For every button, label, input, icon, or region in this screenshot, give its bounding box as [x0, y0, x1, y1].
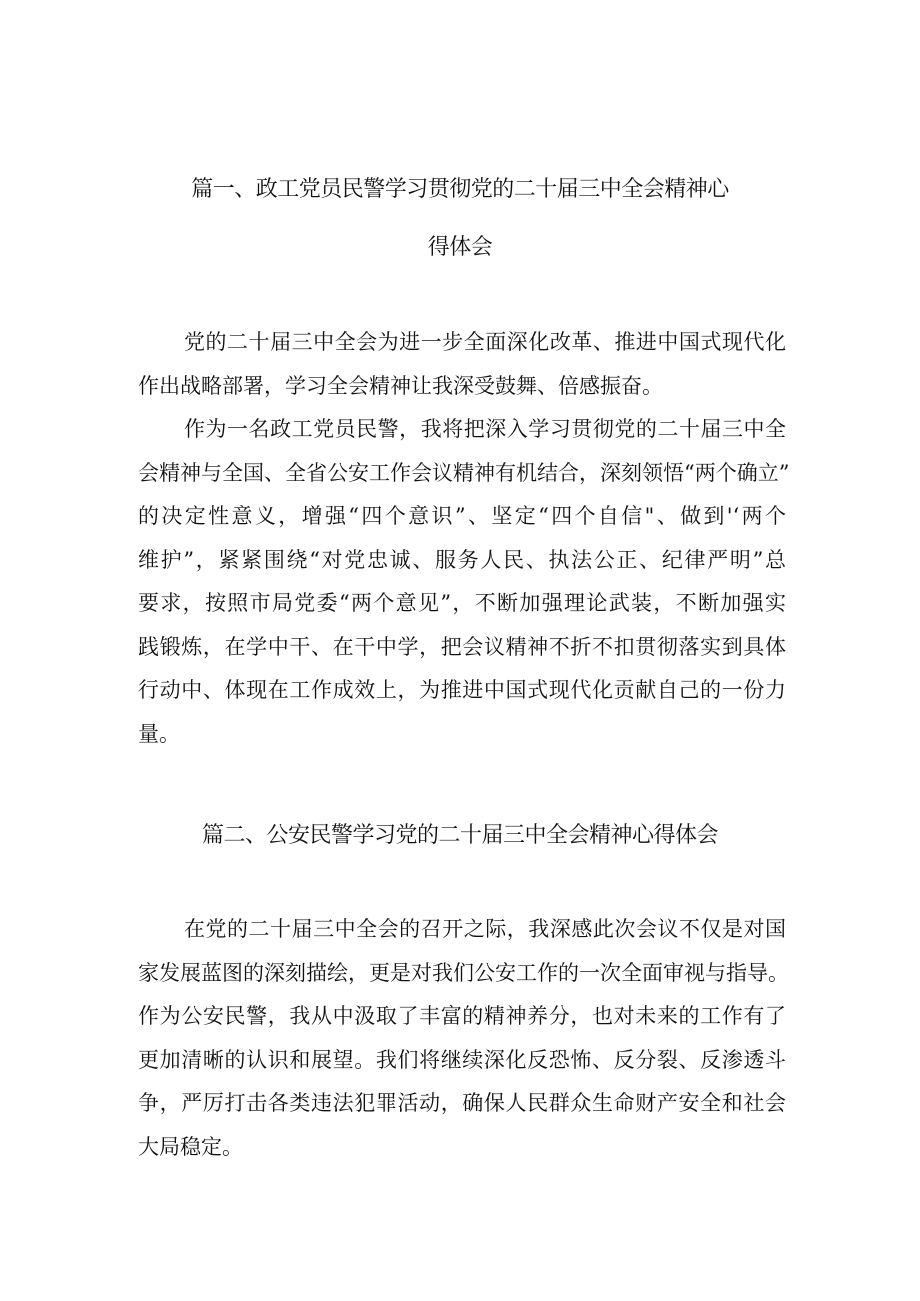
paragraph-line: 家发展蓝图的深刻描绘，更是对我们公安工作的一次全面审视与指导。 — [138, 960, 789, 985]
section1-paragraph-2 — [138, 408, 790, 756]
section2-paragraph-1 — [138, 908, 789, 1169]
paragraph-line: 争，严厉打击各类违法犯罪活动，确保人民群众生命财产安全和社会 — [138, 1091, 786, 1115]
paragraph-line: 大局稳定。 — [138, 1134, 243, 1159]
section1-title-line1: 篇一、政工党员民警学习贯彻党的二十届三中全会精神心 — [191, 177, 729, 202]
paragraph-line: 的决定性意义，增强“四个意识”、坚定“四个自信"、做到'‘两个 — [138, 504, 786, 528]
section1-title-line2: 得体会 — [427, 235, 493, 260]
paragraph-line: 作为公安民警，我从中汲取了丰富的精神养分，也对未来的工作有了 — [138, 1004, 786, 1028]
paragraph-line: 行动中、体现在工作成效上，为推进中国式现代化贡献自己的一份力 — [138, 678, 786, 702]
paragraph-line: 作为一名政工党员民警，我将把深入学习贯彻党的二十届三中全 — [184, 417, 786, 441]
paragraph-line: 党的二十届三中全会为进一步全面深化改革、推进中国式现代化 — [184, 330, 786, 354]
paragraph-line: 在党的二十届三中全会的召开之际，我深感此次会议不仅是对国 — [184, 917, 786, 941]
paragraph-line: 要求，按照市局党委“两个意见”，不断加强理论武装，不断加强实 — [138, 591, 786, 615]
paragraph-line: 更加清晰的认识和展望。我们将继续深化反恐怖、反分裂、反渗透斗 — [138, 1047, 786, 1072]
section2-title: 篇二、公安民警学习党的二十届三中全会精神心得体会 — [201, 823, 718, 848]
section1-paragraph-1 — [138, 321, 786, 408]
paragraph-line: 量。 — [138, 721, 180, 746]
paragraph-line: 作出战略部署，学习全会精神让我深受鼓舞、倍感振奋。 — [138, 373, 663, 398]
paragraph-line: 维护”，紧紧围绕“对党忠诚、服务人民、执法公正、纪律严明”总 — [138, 547, 786, 572]
paragraph-line: 践锻炼，在学中干、在干中学，把会议精神不折不扣贯彻落实到具体 — [138, 634, 786, 659]
paragraph-line: 会精神与全国、全省公安工作会议精神有机结合，深刻领悟“两个确立” — [138, 460, 790, 485]
